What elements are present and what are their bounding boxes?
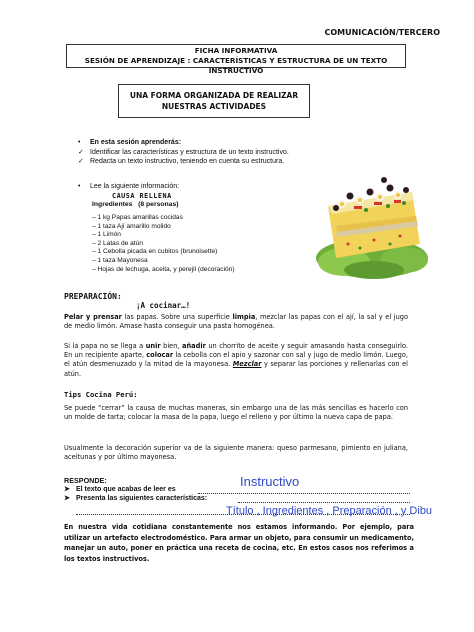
preparation-heading: PREPARACIÓN: [64, 292, 122, 301]
objective-text: Redacta un texto instructivo, teniendo en cuenta su estructura. [90, 158, 285, 165]
closing-paragraph: En nuestra vida cotidiana constantemente nos estamos informando. Por ejemplo, para utilizar un artefacto electrodoméstico. Para armar un objeto, para consumir un medicamento, manejar un auto, poner en práctica una receta de cocina, etc. En estos casos nos referimos a los textos instructivos. [64, 523, 414, 563]
ingredient-item: – 1 taza Mayonesa [92, 256, 148, 264]
cheer-text: ¡A cocinar…! [136, 301, 191, 310]
ingredient-item: – 1 kg Papas amarillas cocidas [92, 214, 183, 221]
bold-verb: Pelar y prensar [64, 313, 122, 321]
activity-line-2: NUESTRAS ACTIVIDADES [161, 102, 267, 111]
prep-text: la cebolla con el apio y sazonar con sal y jugo de medio limón. Luego, el atún desmenuzado y la mitad de la mayonesa. [64, 351, 408, 369]
bold-verb: unir [145, 342, 161, 350]
ficha-title: FICHA INFORMATIVA [194, 46, 278, 55]
bold-verb: añadir [182, 342, 206, 350]
bold-verb: Mezclar [232, 360, 262, 369]
bullet-icon: • [78, 183, 81, 190]
preparation-paragraph-1 [64, 313, 408, 331]
recipe-title: CAUSA RELLENA [112, 192, 172, 200]
prep-text: un chorrito de aceite y seguir amasando hasta conseguirlo. En un recipiente aparte, [64, 342, 408, 360]
arrow-icon: ➤ [64, 495, 70, 502]
ingredient-item: – 1 Cebolla picada en cubitos (brunoisette) [92, 248, 218, 256]
preparation-paragraph-2 [64, 342, 408, 379]
checkmark-icon: ✓ [78, 148, 84, 156]
activity-line-1: UNA FORMA ORGANIZADA DE REALIZAR [129, 91, 299, 100]
read-prompt-row [78, 182, 298, 192]
session-intro: En esta sesión aprenderás: [90, 139, 182, 146]
course-label: COMUNICACIÓN/TERCERO [324, 28, 440, 37]
prep-text: , mezclar las papas con el ají, la sal y el jugo de medio limón. Amase hasta conseguir una pasta homogénea. [64, 313, 408, 331]
tips-heading: Tips Cocina Perú: [64, 390, 138, 399]
question-1: El texto que acabas de leer es [76, 486, 176, 493]
bullet-icon: • [78, 139, 81, 146]
arrow-icon: ➤ [64, 486, 70, 493]
causa-rellena-photo [314, 166, 430, 282]
activity-box [118, 84, 310, 118]
prep-text: las papas. Sobre una superficie [121, 313, 233, 321]
objective-item [78, 148, 318, 158]
tips-paragraph-2: Usualmente la decoración superior va de la siguiente manera: queso parmesano, pimiento en juliana, aceitunas y por último mayonesa. [64, 444, 408, 462]
session-title: SESIÓN DE APRENDIZAJE : CARACTERÍSTICAS Y ESTRUCTURA DE UN TEXTO INSTRUCTIVO [84, 56, 388, 75]
question-2-row [64, 494, 414, 502]
prep-text: bien, [160, 342, 183, 350]
intro-row [78, 138, 318, 148]
answer-2: Título , Ingredientes , Preparación , y Dibu [226, 505, 433, 517]
ficha-header-box [66, 44, 406, 75]
ingredient-item: – 1 taza Ají amarillo molido [92, 222, 171, 230]
prep-text: y separar las porciones y rellenarlas con el atún. [64, 360, 408, 378]
answer-1: Instructivo [240, 474, 300, 489]
ingredient-item: – 2 Latas de atún [92, 239, 143, 247]
bold-verb: limpia [232, 313, 256, 321]
ingredient-item: – Hojas de lechuga, aceita, y perejil (decoración) [92, 265, 235, 273]
question-1-row [64, 485, 414, 493]
objective-text: Identificar las características y estructura de un texto instructivo. [90, 148, 289, 156]
question-2: Presenta las siguientes características: [76, 495, 208, 502]
read-prompt: Lee la siguiente información: [90, 183, 180, 190]
checkmark-icon: ✓ [78, 158, 84, 165]
responde-heading: RESPONDE: [64, 476, 107, 485]
tips-paragraph-1: Se puede “cerrar” la causa de muchas maneras, sin embargo una de las más sencillas es hacerlo con un molde de tarta; colocar la masa de la papa, luego el relleno y por último la nueva capa de papa. [64, 404, 408, 422]
ingredients-label: Ingredientes (8 personas) [92, 201, 179, 208]
ingredients-list [92, 214, 312, 274]
bold-verb: colocar [146, 351, 174, 360]
session-objectives [78, 138, 318, 167]
answer-2-line-a [238, 502, 410, 503]
prep-text: Si la papa no se llega a [64, 342, 146, 350]
objective-item [78, 157, 318, 167]
ingredient-item: – 1 Limón [92, 231, 121, 239]
